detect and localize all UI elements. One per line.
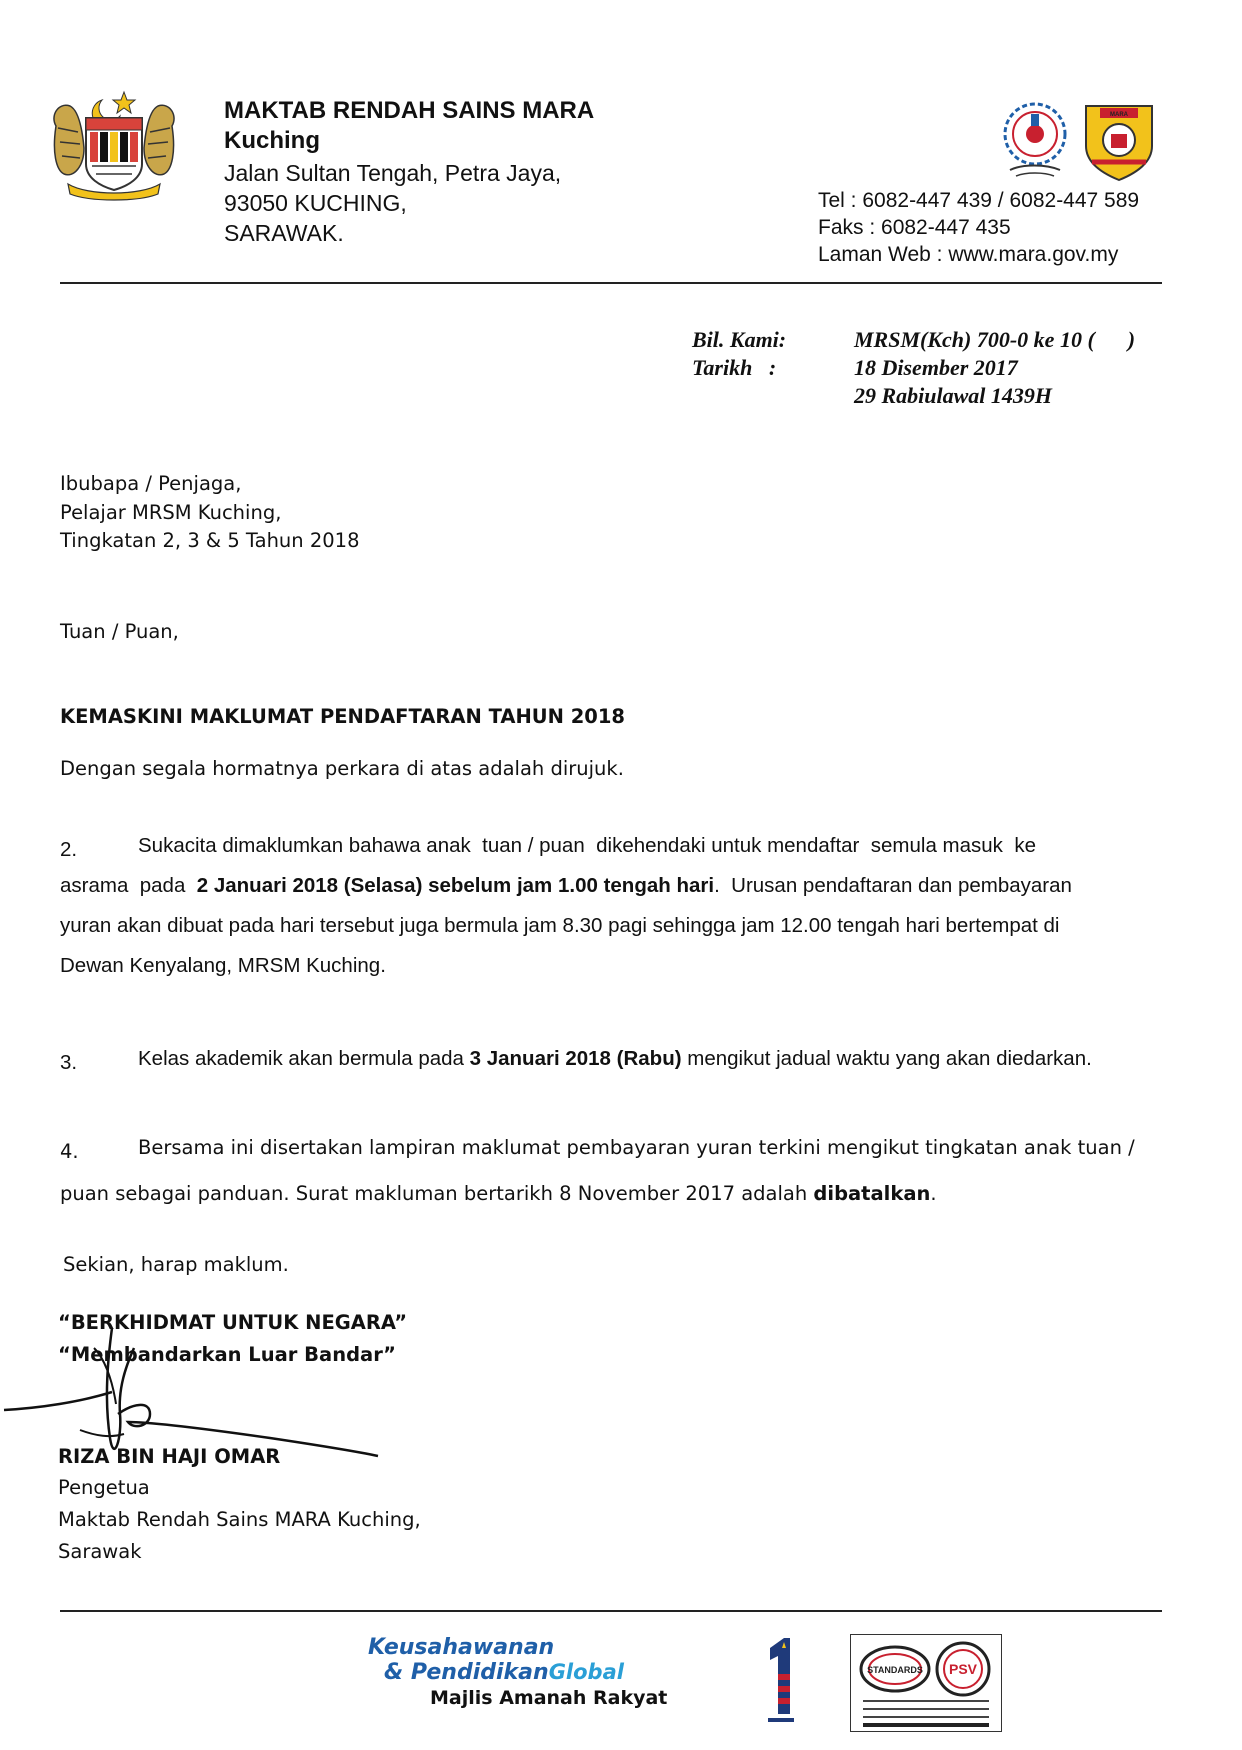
slogan-global: Global: [548, 1660, 624, 1684]
recipient-line: Pelajar MRSM Kuching,: [60, 501, 282, 524]
coat-of-arms-logo: [48, 86, 180, 202]
date-label: Tarikh :: [692, 355, 777, 380]
paragraph-3-text: mengikut jadual waktu yang akan diedarkan.: [681, 1047, 1092, 1070]
reference-label: Bil. Kami:: [692, 327, 787, 352]
motto-line: “BERKHIDMAT UNTUK NEGARA”: [58, 1311, 408, 1334]
standards-text: STANDARDS: [867, 1665, 923, 1675]
paragraph-4-line: [60, 1180, 937, 1208]
certification-logos: [850, 1634, 1002, 1732]
salutation: Tuan / Puan,: [60, 620, 179, 643]
signatory-org: Maktab Rendah Sains MARA Kuching,: [58, 1508, 421, 1531]
paragraph-4-text: .: [930, 1182, 937, 1205]
reference-number: MRSM(Kch) 700-0 ke 10 ( ): [854, 327, 1136, 352]
website-link[interactable]: Laman Web : www.mara.gov.my: [818, 243, 1119, 266]
psv-text: PSV: [948, 1661, 978, 1677]
paragraph-4-text: puan sebagai panduan. Surat makluman bertarikh 8 November 2017 adalah: [60, 1182, 814, 1205]
1malaysia-logo: [760, 1634, 800, 1728]
paragraph-2-line: Sukacita dimaklumkan bahawa anak tuan / puan dikehendaki untuk mendaftar semula masuk ke: [138, 834, 1036, 857]
signatory-name: RIZA BIN HAJI OMAR: [58, 1445, 281, 1468]
opening-line: Dengan segala hormatnya perkara di atas adalah dirujuk.: [60, 757, 624, 780]
class-start-date-highlight: 3 Januari 2018 (Rabu): [469, 1047, 682, 1070]
motto-line: “Membandarkan Luar Bandar”: [58, 1343, 396, 1366]
mara-logo-text: MARA: [1110, 112, 1128, 118]
address-line: Jalan Sultan Tengah, Petra Jaya,: [224, 160, 562, 186]
address-line: 93050 KUCHING,: [224, 190, 407, 216]
footer-divider: [60, 1610, 1162, 1612]
paragraph-3-text: Kelas akademik akan bermula pada: [138, 1047, 470, 1070]
institution-name: MAKTAB RENDAH SAINS MARA: [224, 97, 595, 124]
paragraph-2-text: asrama pada: [60, 874, 197, 897]
signatory-title: Pengetua: [58, 1476, 150, 1499]
subject-heading: KEMASKINI MAKLUMAT PENDAFTARAN TAHUN 2018: [60, 705, 625, 728]
slogan-line-2: [384, 1660, 688, 1685]
slogan-text: & Pendidikan: [384, 1660, 549, 1685]
slogan-line-1: Keusahawanan: [368, 1635, 555, 1660]
paragraph-2-text: . Urusan pendaftaran dan pembayaran: [714, 874, 1072, 897]
recipient-line: Tingkatan 2, 3 & 5 Tahun 2018: [60, 529, 360, 552]
paragraph-2-line: Dewan Kenyalang, MRSM Kuching.: [60, 954, 386, 977]
footer-org-name: Majlis Amanah Rakyat: [430, 1687, 668, 1709]
paragraph-number: 2.: [60, 838, 78, 861]
paragraph-2-line: [60, 866, 1072, 906]
date-gregorian: 18 Disember 2017: [854, 355, 1018, 380]
cancelled-highlight: dibatalkan: [813, 1182, 931, 1205]
closing-line: Sekian, harap maklum.: [63, 1253, 289, 1276]
handwritten-signature: [0, 1318, 380, 1468]
paragraph-number: 3.: [60, 1051, 78, 1074]
gear-seal-logo: [996, 98, 1074, 178]
fax-text: Faks : 6082-447 435: [818, 216, 1011, 239]
campus-name: Kuching: [224, 127, 320, 154]
telephone-text: Tel : 6082-447 439 / 6082-447 589: [818, 189, 1140, 212]
paragraph-number: 4.: [60, 1140, 79, 1163]
signatory-state: Sarawak: [58, 1540, 142, 1563]
paragraph-2-line: yuran akan dibuat pada hari tersebut juga bermula jam 8.30 pagi sehingga jam 12.00 tengah hari bertempat di: [60, 914, 1060, 937]
header-divider: [60, 282, 1162, 284]
paragraph-4-line: Bersama ini disertakan lampiran maklumat pembayaran yuran terkini mengikut tingkatan anak tuan /: [138, 1136, 1135, 1159]
mara-shield-logo: [1078, 98, 1160, 182]
paragraph-3-line: [138, 1039, 1092, 1079]
address-line: SARAWAK.: [224, 220, 344, 246]
registration-date-highlight: 2 Januari 2018 (Selasa) sebelum jam 1.00 tengah hari: [196, 874, 715, 897]
recipient-line: Ibubapa / Penjaga,: [60, 472, 242, 495]
footer-slogan: [368, 1636, 688, 1686]
date-hijri: 29 Rabiulawal 1439H: [854, 383, 1053, 408]
